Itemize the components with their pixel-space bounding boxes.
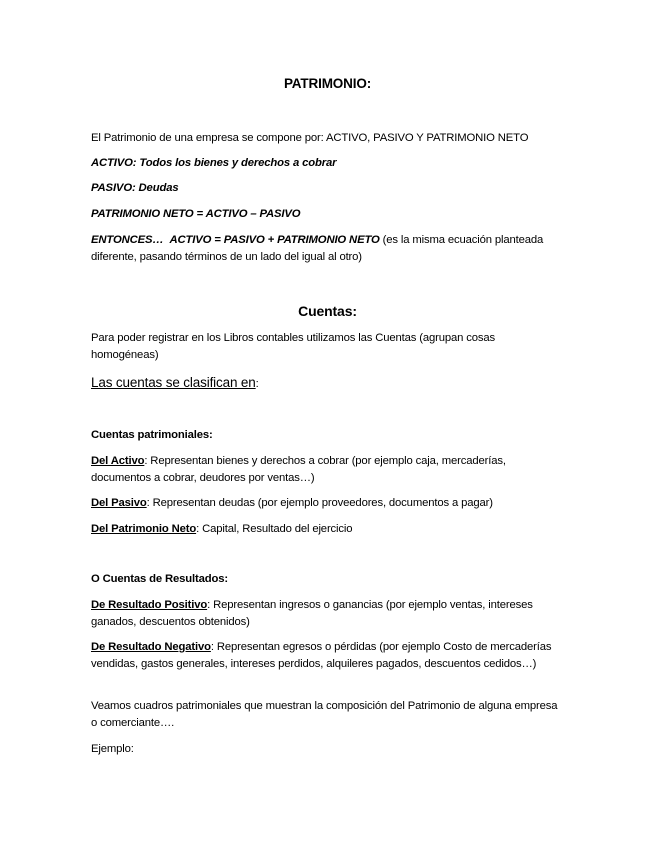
page-title: PATRIMONIO: xyxy=(283,76,372,91)
list-item-del-pasivo xyxy=(91,495,561,512)
resultados-heading: O Cuentas de Resultados: xyxy=(91,573,229,585)
cuadros-paragraph: Veamos cuadros patrimoniales que muestran la composición del Patrimonio de alguna empresa o comerciante…. xyxy=(91,700,558,729)
term-del-pasivo: Del Pasivo xyxy=(91,497,147,509)
desc-resultado-negativo: : Representan egresos o pérdidas (por ejemplo Costo de mercaderías vendidas, gastos generales, intereses perdidos, alquileres pagados, descuentos cedidos…) xyxy=(91,641,552,670)
desc-resultado-positivo: : Representan ingresos o ganancias (por ejemplo ventas, intereses ganados, descuentos obtenidos) xyxy=(91,599,533,628)
accounting-equation: ACTIVO = PASIVO + PATRIMONIO NETO xyxy=(169,234,380,246)
patrimoniales-heading: Cuentas patrimoniales: xyxy=(91,429,213,441)
clasificacion-heading xyxy=(91,374,561,393)
patrimonio-neto-definition: PATRIMONIO NETO = ACTIVO – PASIVO xyxy=(91,208,301,220)
clasificacion-suffix: : xyxy=(255,378,259,390)
list-item-resultado-positivo xyxy=(91,597,561,631)
list-item-resultado-negativo xyxy=(91,639,561,673)
list-item-del-patrimonio-neto xyxy=(91,521,561,538)
ejemplo-label: Ejemplo: xyxy=(91,743,134,755)
list-item-del-activo xyxy=(91,453,561,487)
clasificacion-label: Las cuentas se clasifican en xyxy=(91,375,256,390)
intro-paragraph: El Patrimonio de una empresa se compone por: ACTIVO, PASIVO Y PATRIMONIO NETO xyxy=(91,132,529,144)
entonces-paragraph xyxy=(91,232,561,266)
cuentas-intro: Para poder registrar en los Libros contables utilizamos las Cuentas (agrupan cosas homogéneas) xyxy=(91,332,496,361)
cuentas-title: Cuentas: xyxy=(298,303,357,319)
desc-del-patrimonio-neto: : Capital, Resultado del ejercicio xyxy=(196,523,353,535)
term-resultado-negativo: De Resultado Negativo xyxy=(91,641,211,653)
term-resultado-positivo: De Resultado Positivo xyxy=(91,599,208,611)
pasivo-definition: PASIVO: Deudas xyxy=(91,182,179,194)
activo-definition: ACTIVO: Todos los bienes y derechos a cobrar xyxy=(91,157,337,169)
equation-note: (es la misma ecuación planteada diferente, pasando términos de un lado del igual al otro) xyxy=(91,234,544,263)
entonces-lead: ENTONCES… xyxy=(91,234,164,246)
desc-del-pasivo: : Representan deudas (por ejemplo proveedores, documentos a pagar) xyxy=(146,497,493,509)
desc-del-activo: : Representan bienes y derechos a cobrar (por ejemplo caja, mercaderías, documentos a cobrar, deudores por ventas…) xyxy=(91,455,506,484)
term-del-activo: Del Activo xyxy=(91,455,145,467)
term-del-patrimonio-neto: Del Patrimonio Neto xyxy=(91,523,197,535)
